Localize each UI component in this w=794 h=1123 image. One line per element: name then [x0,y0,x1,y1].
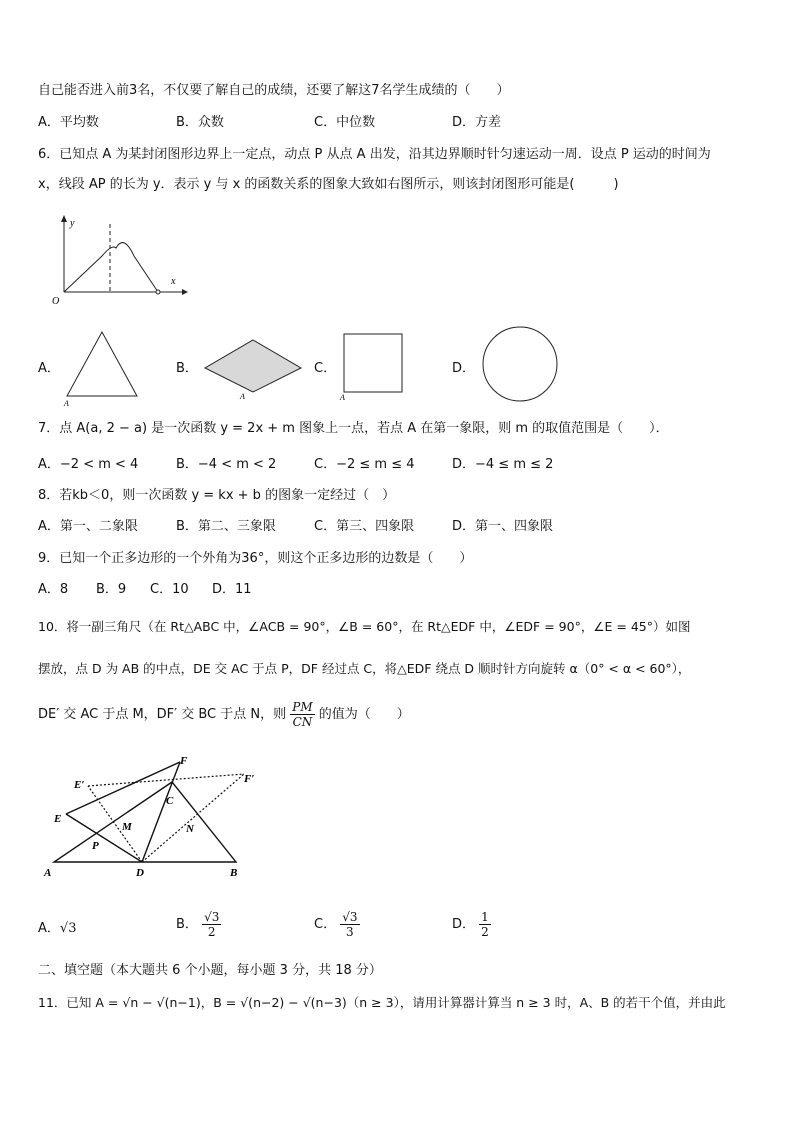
q10-stem-line3-pre: DE′ 交 AC 于点 M，DF′ 交 BC 于点 N，则 [38,707,287,722]
label-f: F [180,755,188,767]
q7-stem: 7．点 A(a, 2 − a) 是一次函数 y = 2x + m 图象上一点，若点 A 在第一象限，则 m 的取值范围是（ ）． [38,421,669,436]
label-d: D [136,867,144,879]
q5-stem-tail: 自己能否进入前3名，不仅要了解自己的成绩，还要了解这7名学生成绩的（ ） [38,83,510,98]
q9-option-c: C．10 [150,582,189,597]
svg-text:A: A [340,393,345,402]
svg-text:A: A [64,399,69,408]
q10-stem-line2: 摆放，点 D 为 AB 的中点，DE 交 AC 于点 P，DF 经过点 C，将△EDF 绕点 D 顺时针方向旋转 α（0° < α < 60°）， [38,661,691,676]
q10-stem-line3-post: 的值为（ ） [318,707,410,722]
q5-option-d: D．方差 [452,115,502,130]
q7-option-c: C．−2 ≤ m ≤ 4 [314,457,415,472]
q10-fraction-den: CN [292,715,313,729]
q6-option-d: D． [452,361,476,376]
section-2-heading: 二、填空题（本大题共 6 个小题，每小题 3 分，共 18 分） [38,963,382,978]
q10-option-d: D． $\frac{1}{2}$ [452,910,489,939]
q6-stem-line1: 6．已知点 A 为某封闭图形边界上一定点，动点 P 从点 A 出发，沿其边界顺时针匀速运动一周．设点 P 运动的时间为 [38,147,711,162]
label-m: M [122,821,132,833]
q5-option-a: A．平均数 [38,115,99,130]
q6-triangle-shape [62,328,142,408]
q5-option-c: C．中位数 [314,115,376,130]
q9-option-d: D．11 [212,582,252,597]
q5-option-b: B．众数 [176,115,224,130]
q6-stem-line2: x，线段 AP 的长为 y．表示 y 与 x 的函数关系的图象大致如右图所示，则该封闭图形可能是( ) [38,177,619,192]
q11-stem: 11．已知 A = √n − √(n−1)，B = √(n−2) − √(n−3)（n ≥ 3），请用计算器计算当 n ≥ 3 时，A、B 的若干个值，并由此 [38,995,726,1010]
q10-option-a-value: √3 [59,921,77,936]
q6-function-graph [44,212,190,308]
q10-fraction-num: PM [292,700,313,714]
q7-option-b: B．−4 < m < 2 [176,457,277,472]
q8-option-b: B．第二、三象限 [176,519,276,534]
q10-figure [40,752,272,880]
q10-option-b: B． $\frac{√3}{2}$ [176,910,220,939]
q7-option-d: D．−4 ≤ m ≤ 2 [452,457,554,472]
q10-fraction [290,700,314,729]
label-p: P [92,840,99,852]
q10-option-c: C． $\frac{√3}{3}$ [314,910,358,939]
q9-option-b: B．9 [96,582,127,597]
label-e-prime: E′ [74,779,85,791]
q6-option-c: C． [314,361,337,376]
q9-option-a: A．8 [38,582,69,597]
label-e: E [54,813,62,825]
q6-circle-shape [478,322,562,406]
label-n: N [186,823,194,835]
q10-stem-line1: 10．将一副三角尺（在 Rt△ABC 中，∠ACB = 90°，∠B = 60°，在 Rt△EDF 中，∠EDF = 90°，∠E = 45°）如图 [38,619,691,634]
q6-square-shape [338,330,408,402]
q6-option-a: A． [38,361,60,376]
graph-origin-label: O [52,296,60,307]
label-f-prime: F′ [244,773,255,785]
q8-option-d: D．第一、四象限 [452,519,554,534]
q8-stem: 8．若kb＜0，则一次函数 y = kx + b 的图象一定经过（ ） [38,488,396,503]
q6-rhombus-shape [200,336,306,400]
svg-text:A: A [240,392,245,400]
graph-x-label: x [171,276,176,287]
q6-option-b: B． [176,361,198,376]
q8-option-a: A．第一、二象限 [38,519,138,534]
graph-y-label: y [70,218,75,229]
q8-option-c: C．第三、四象限 [314,519,415,534]
q10-stem-line3 [38,700,410,729]
q9-stem: 9．已知一个正多边形的一个外角为36°，则这个正多边形的边数是（ ） [38,551,473,566]
label-a: A [44,867,52,879]
q10-option-a: A．√3 [38,921,77,936]
label-b: B [230,867,238,879]
label-c: C [166,795,174,807]
q7-option-a: A．−2 < m < 4 [38,457,139,472]
